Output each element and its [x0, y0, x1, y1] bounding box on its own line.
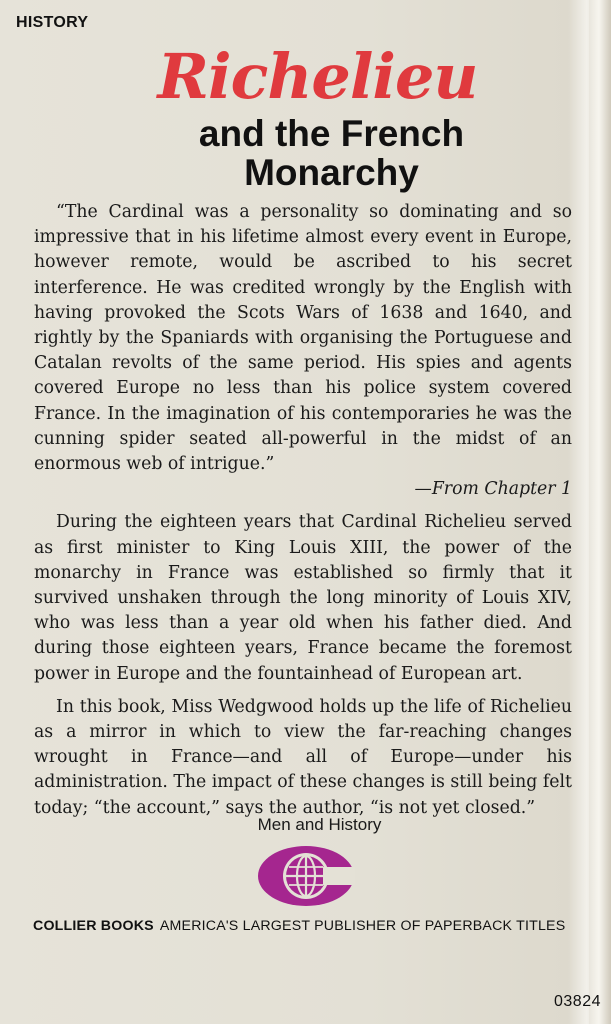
- title-line-2: and the French: [198, 113, 465, 154]
- quote-source: —From Chapter 1: [414, 479, 572, 500]
- quote-paragraph: “The Cardinal was a personality so dominating and so impressive that in his lifetime almost every event in Europe, however remote, would be ascribed to his secret interference. He was credited wrongly by the English with having provoked the Scots Wars of 1638 and 1640, and rightly by the Spaniards with organising the Portuguese and Catalan revolts of the same period. His spies and agents covered Europe no less than his police system covered France. In the imagination of his contemporaries he was the cunning spider seated all-powerful in the midst of an enormous web of intrigue.”: [34, 202, 572, 475]
- publisher-line: [33, 918, 593, 934]
- blurb-paragraph-1: During the eighteen years that Cardinal Richelieu served as first minister to King Louis XIII, the power of the monarchy in France was established so firmly that it survived unshaken through the long minority of Louis XIV, who was less than a year old when his father died. And during those eighteen years, France became the foremost power in Europe and the fountainhead of European art.: [34, 512, 572, 684]
- title-script: Richelieu: [157, 40, 478, 113]
- series-name: Men and History: [257, 815, 382, 834]
- publisher-name: COLLIER BOOKS: [33, 918, 154, 934]
- collier-logo-icon: [257, 845, 355, 907]
- blurb: [34, 200, 572, 829]
- stock-number: 03824: [554, 993, 601, 1010]
- title-line-3: Monarchy: [244, 152, 419, 193]
- category-label: HISTORY: [16, 14, 89, 31]
- blurb-paragraph-2: In this book, Miss Wedgwood holds up the life of Richelieu as a mirror in which to view the far-reaching changes wrought in France—and all of Europe—under his administration. The impact of these changes is still being felt today; “the account,” says the author, “is not yet closed.”: [34, 696, 572, 818]
- publisher-tagline: AMERICA'S LARGEST PUBLISHER OF PAPERBACK TITLES: [159, 918, 566, 934]
